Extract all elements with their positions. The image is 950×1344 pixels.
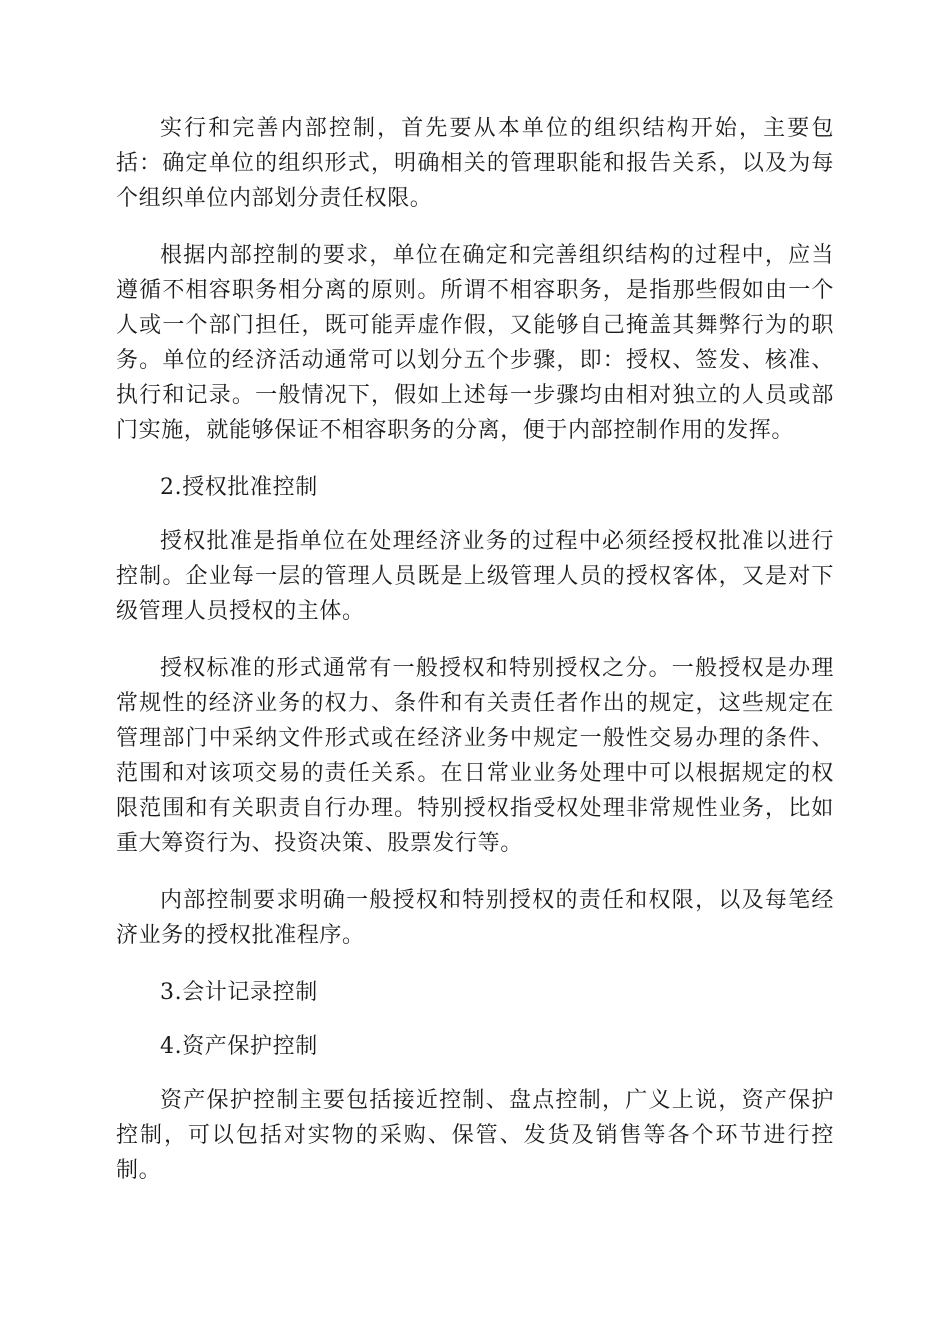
document-page bbox=[116, 111, 834, 1210]
section-heading-asset-protection: 4.资产保护控制 bbox=[160, 1034, 318, 1059]
paragraph-asset-protection: 资产保护控制主要包括接近控制、盘点控制，广义上说，资产保护控制，可以包括对实物的采购、保管、发货及销售等各个环节进行控制。 bbox=[116, 1088, 834, 1183]
paragraph-org-structure: 实行和完善内部控制，首先要从本单位的组织结构开始，主要包括：确定单位的组织形式，明确相关的管理职能和报告关系，以及为每个组织单位内部划分责任权限。 bbox=[116, 116, 834, 211]
paragraph-authorization-requirements: 内部控制要求明确一般授权和特别授权的责任和权限，以及每笔经济业务的授权批准程序。 bbox=[116, 888, 834, 948]
paragraph-segregation-of-duties: 根据内部控制的要求，单位在确定和完善组织结构的过程中，应当遵循不相容职务相分离的原则。所谓不相容职务，是指那些假如由一个人或一个部门担任，既可能弄虚作假，又能够自己掩盖其舞弊行为的职务。单位的经济活动通常可以划分五个步骤，即：授权、签发、核准、执行和记录。一般情况下，假如上述每一步骤均由相对独立的人员或部门实施，就能够保证不相容职务的分离，便于内部控制作用的发挥。 bbox=[116, 243, 834, 443]
paragraph-authorization-types: 授权标准的形式通常有一般授权和特别授权之分。一般授权是办理常规性的经济业务的权力、条件和有关责任者作出的规定，这些规定在管理部门中采纳文件形式或在经济业务中规定一般性交易办理的条件、范围和对该项交易的责任关系。在日常业业务处理中可以根据规定的权限范围和有关职责自行办理。特别授权指受权处理非常规性业务，比如重大筹资行为、投资决策、股票发行等。 bbox=[116, 656, 834, 856]
section-heading-authorization: 2.授权批准控制 bbox=[160, 475, 318, 500]
section-heading-accounting-records: 3.会计记录控制 bbox=[160, 980, 318, 1005]
paragraph-authorization-definition: 授权批准是指单位在处理经济业务的过程中必须经授权批准以进行控制。企业每一层的管理人员既是上级管理人员的授权客体，又是对下级管理人员授权的主体。 bbox=[116, 529, 834, 624]
